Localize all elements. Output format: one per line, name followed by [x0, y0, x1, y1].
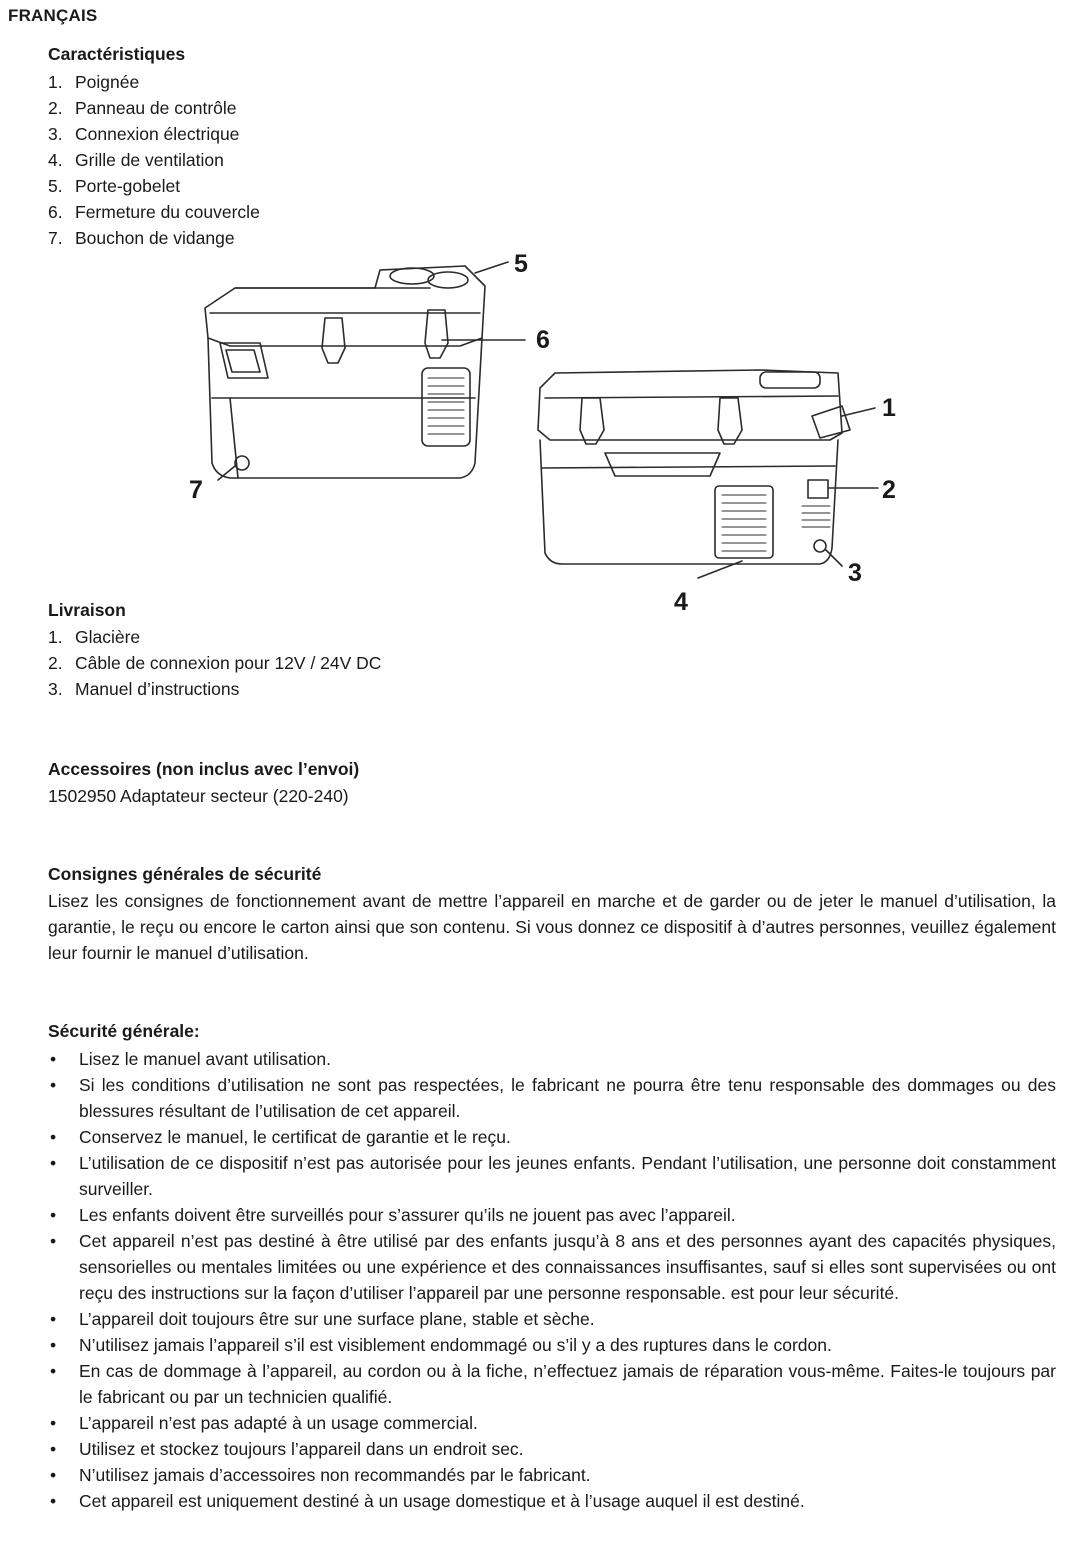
control-panel-icon: [808, 480, 828, 498]
general-safety-list: [48, 1046, 1056, 1514]
delivery-list: [48, 624, 381, 702]
cooler-illustration: [130, 248, 930, 618]
list-item: 2. Câble de connexion pour 12V / 24V DC: [48, 653, 382, 673]
callout-3: 3: [848, 559, 862, 587]
list-item: • N’utilisez jamais l’appareil s’il est visiblement endommagé ou s’il y a des ruptures dans le cordon.: [50, 1335, 832, 1355]
general-safety-title: Sécurité générale:: [48, 1021, 200, 1041]
callout-4: 4: [674, 588, 688, 616]
list-item: • Cet appareil n’est pas destiné à être utilisé par des enfants jusqu’à 8 ans et des personnes ayant des capacités physiques, sensorielles ou mentales limitées ou une expérience et des connaissances insuffisantes, sauf si elles sont supervisées ou ont reçu des instructions sur la façon d’utiliser l’appareil par une personne responsable. est pour leur sécurité.: [50, 1231, 1056, 1303]
list-item: 6. Fermeture du couvercle: [48, 202, 260, 222]
callout-2: 2: [882, 476, 896, 504]
list-item: 7. Bouchon de vidange: [48, 228, 235, 248]
latch-icon: [580, 398, 604, 444]
delivery-title: Livraison: [48, 600, 126, 620]
list-item: • L’appareil doit toujours être sur une surface plane, stable et sèche.: [50, 1309, 595, 1329]
safety-instructions-title: Consignes générales de sécurité: [48, 864, 322, 884]
callout-6: 6: [536, 326, 550, 354]
list-item: 3. Manuel d’instructions: [48, 679, 240, 699]
handle-icon: [812, 406, 850, 438]
list-item: • Cet appareil est uniquement destiné à un usage domestique et à l’usage auquel il est destiné.: [50, 1491, 805, 1511]
list-item: 1. Poignée: [48, 72, 140, 92]
callout-5: 5: [514, 250, 528, 278]
list-item: • Les enfants doivent être surveillés pour s’assurer qu’ils ne jouent pas avec l’appareil.: [50, 1205, 736, 1225]
accessories-title: Accessoires (non inclus avec l’envoi): [48, 759, 360, 779]
accessories-text: 1502950 Adaptateur secteur (220-240): [48, 786, 349, 806]
list-item: • En cas de dommage à l’appareil, au cordon ou à la fiche, n’effectuez jamais de réparation vous-même. Faites-le toujours par le fabricant ou par un technicien qualifié.: [50, 1361, 1056, 1407]
callout-7: 7: [189, 476, 203, 504]
features-title: Caractéristiques: [48, 44, 186, 64]
list-item: 3. Connexion électrique: [48, 124, 240, 144]
list-item: • L’utilisation de ce dispositif n’est pas autorisée pour les jeunes enfants. Pendant l’utilisation, une personne doit constamment surveiller.: [50, 1153, 1056, 1199]
list-item: • Conservez le manuel, le certificat de garantie et le reçu.: [50, 1127, 511, 1147]
list-item: 2. Panneau de contrôle: [48, 98, 237, 118]
features-list: [48, 69, 260, 251]
list-item: • L’appareil n’est pas adapté à un usage commercial.: [50, 1413, 478, 1433]
language-label: FRANÇAIS: [8, 6, 98, 25]
list-item: 1. Glacière: [48, 627, 141, 647]
list-item: • N’utilisez jamais d’accessoires non recommandés par le fabricant.: [50, 1465, 591, 1485]
cup-holder-icon: [390, 268, 434, 284]
list-item: • Utilisez et stockez toujours l’appareil dans un endroit sec.: [50, 1439, 524, 1459]
list-item: • Si les conditions d’utilisation ne sont pas respectées, le fabricant ne pourra être tenu responsable des dommages ou des blessures résultant de l’utilisation de cet appareil.: [50, 1075, 1056, 1121]
list-item: 4. Grille de ventilation: [48, 150, 224, 170]
cooler-rear-view: [205, 262, 525, 480]
list-item: • Lisez le manuel avant utilisation.: [50, 1049, 331, 1069]
list-item: 5. Porte-gobelet: [48, 176, 181, 196]
safety-instructions-text: Lisez les consignes de fonctionnement avant de mettre l’appareil en marche et de garder ou de jeter le manuel d’utilisation, la garantie, le reçu ou encore le carton ainsi que son contenu. Si vous donnez ce dispositif à d’autres personnes, veuillez également leur fournir le manuel d’utilisation.: [48, 891, 1056, 963]
latch-icon: [322, 318, 345, 363]
vent-grille-icon: [715, 486, 773, 558]
power-socket-icon: [814, 540, 826, 552]
cooler-front-view: [538, 370, 878, 578]
callout-1: 1: [882, 394, 896, 422]
